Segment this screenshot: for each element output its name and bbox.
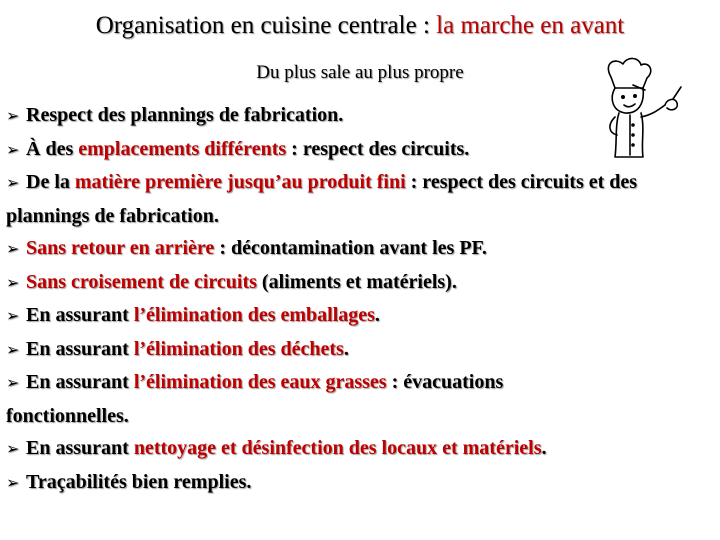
rules-list [6, 99, 712, 499]
item-text: . [343, 337, 349, 360]
highlighted-text: emplacements différents [78, 137, 287, 160]
item-text: Traçabilités bien remplies. [26, 470, 252, 493]
item-text: À des [26, 137, 79, 160]
highlighted-text: Sans retour en arrière [26, 237, 215, 259]
item-text: Respect des plannings de fabrication. [26, 104, 344, 126]
list-item [6, 333, 712, 367]
arrow-bullet-icon: ➢ [6, 173, 20, 192]
highlighted-text: nettoyage et désinfection des locaux et matériels [133, 437, 542, 459]
arrow-bullet-icon: ➢ [6, 239, 20, 258]
page-title [0, 10, 720, 42]
list-item [6, 299, 712, 333]
item-text: En assurant [26, 371, 134, 393]
item-text: . [374, 304, 380, 326]
list-item [6, 366, 581, 432]
list-item [6, 266, 712, 300]
highlighted-text: l’élimination des déchets [133, 337, 344, 360]
list-item [6, 99, 712, 133]
item-text: : respect des circuits et des plannings de fabrication. [6, 171, 638, 227]
list-item [6, 133, 712, 167]
arrow-bullet-icon: ➢ [6, 106, 20, 125]
item-text: : respect des circuits. [286, 137, 470, 160]
arrow-bullet-icon: ➢ [6, 439, 20, 458]
title-main: Organisation en cuisine centrale : [95, 12, 437, 39]
arrow-bullet-icon: ➢ [6, 139, 20, 159]
item-text: : évacuations fonctionnelles. [6, 371, 504, 427]
highlighted-text: Sans croisement de circuits [26, 270, 257, 293]
arrow-bullet-icon: ➢ [6, 306, 20, 325]
list-item [6, 466, 712, 500]
arrow-bullet-icon: ➢ [6, 339, 20, 359]
item-text: . [541, 437, 547, 459]
highlighted-text: l’élimination des emballages [133, 304, 375, 326]
item-text: En assurant [26, 337, 134, 360]
item-text: (aliments et matériels). [256, 270, 457, 293]
arrow-bullet-icon: ➢ [6, 272, 20, 292]
list-item [6, 166, 712, 232]
item-text: : décontamination avant les PF. [214, 237, 487, 259]
subtitle: Du plus sale au plus propre [256, 62, 464, 83]
list-item [6, 232, 712, 266]
arrow-bullet-icon: ➢ [6, 472, 20, 492]
highlighted-text: l’élimination des eaux grasses [133, 371, 387, 393]
list-item [6, 432, 712, 466]
arrow-bullet-icon: ➢ [6, 373, 20, 392]
item-text: En assurant [26, 437, 134, 459]
item-text: En assurant [26, 304, 134, 326]
highlighted-text: matière première jusqu’au produit fini [74, 171, 406, 193]
title-highlight: la marche en avant [436, 12, 625, 39]
item-text: De la [26, 171, 75, 193]
